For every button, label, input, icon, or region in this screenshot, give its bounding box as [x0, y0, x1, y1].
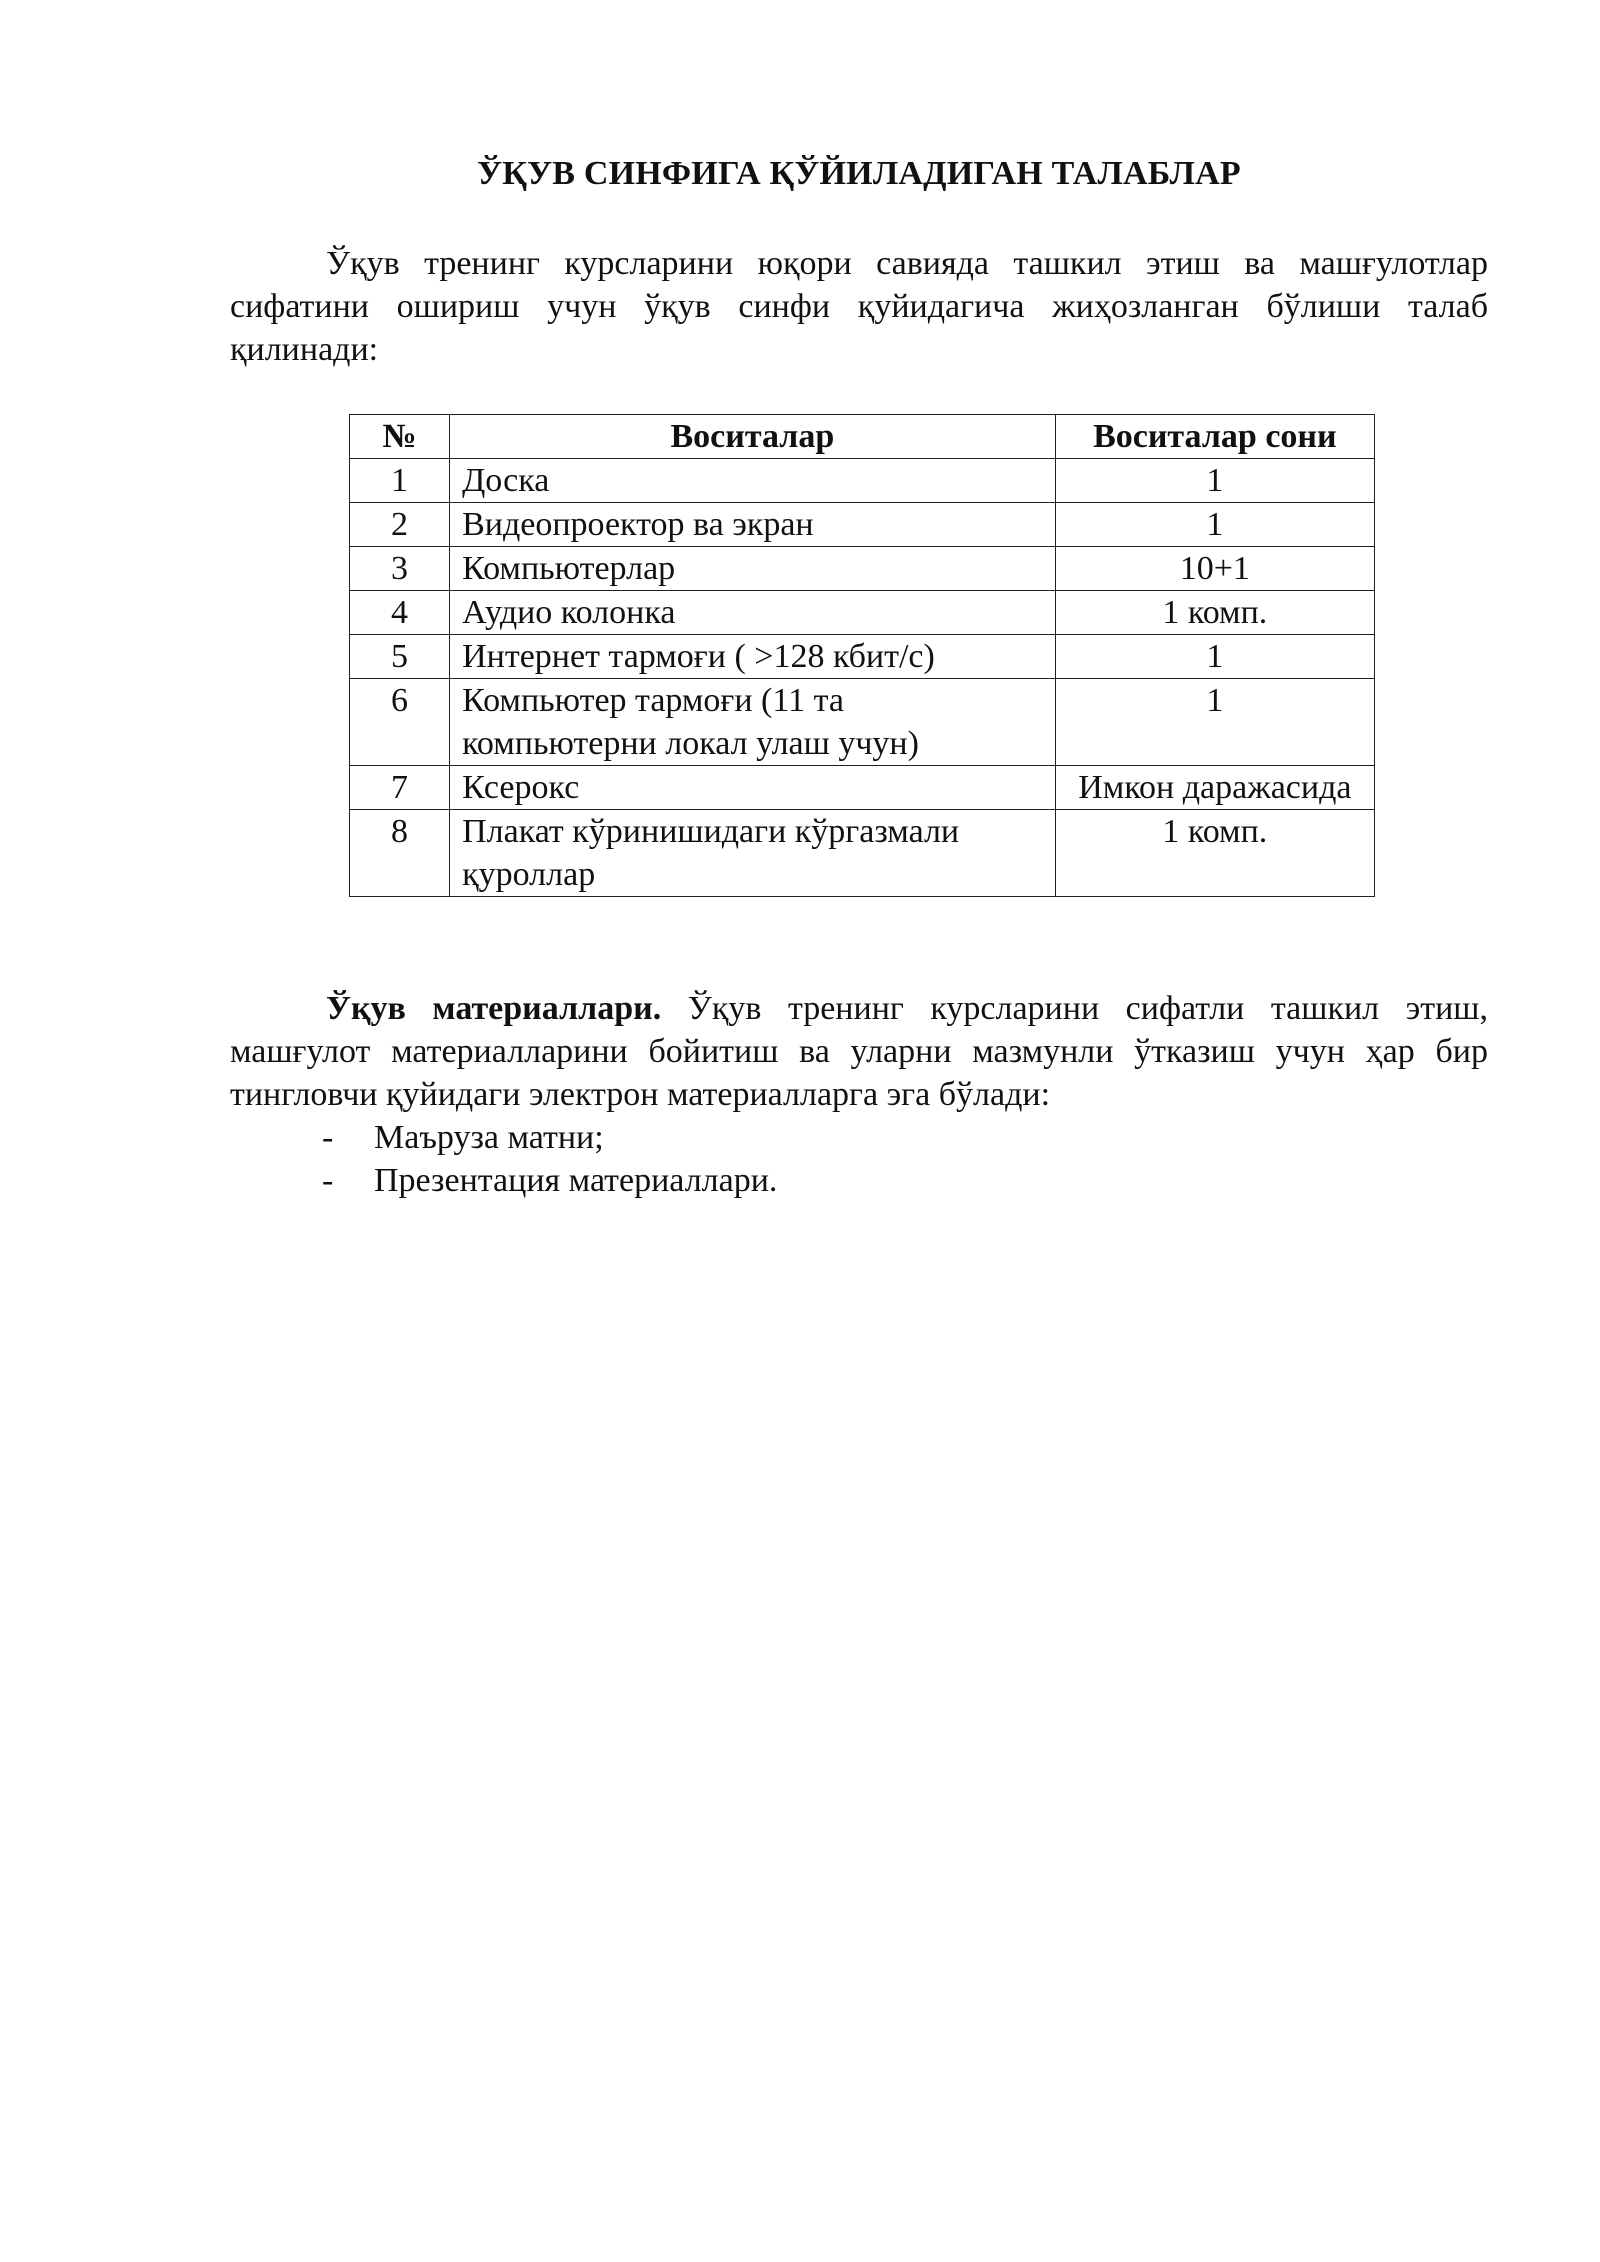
row-count: 1: [1055, 503, 1374, 547]
row-count: Имкон даражасида: [1055, 766, 1374, 810]
row-name: Плакат кўринишидаги кўргазмали қуроллар: [450, 810, 1056, 897]
table-row: [350, 635, 1375, 679]
row-count: 1: [1055, 679, 1374, 766]
table-row: [350, 810, 1375, 897]
dash-bullet: -: [322, 1162, 334, 1199]
row-num: 5: [350, 635, 450, 679]
table-row: [350, 503, 1375, 547]
row-count: 1: [1055, 635, 1374, 679]
page-title: ЎҚУВ СИНФИГА ҚЎЙИЛАДИГАН ТАЛАБЛАР: [477, 155, 1241, 192]
table-row: [350, 679, 1375, 766]
list-item: [322, 1159, 777, 1202]
row-num: 2: [350, 503, 450, 547]
list-item: [322, 1116, 777, 1159]
row-name: Компьютер тармоғи (11 та компьютерни локал улаш учун): [450, 679, 1056, 766]
header-count: Воситалар сони: [1055, 415, 1374, 459]
row-count: 1 комп.: [1055, 810, 1374, 897]
row-num: 6: [350, 679, 450, 766]
materials-list: [322, 1116, 777, 1202]
materials-heading: Ўқув материаллари.: [326, 990, 662, 1027]
list-item-text: Маъруза матни;: [374, 1119, 604, 1156]
dash-bullet: -: [322, 1119, 334, 1156]
row-name: Интернет тармоғи ( >128 кбит/с): [450, 635, 1056, 679]
row-name: Видеопроектор ва экран: [450, 503, 1056, 547]
row-name: Компьютерлар: [450, 547, 1056, 591]
intro-paragraph: Ўқув тренинг курсларини юқори савияда ташкил этиш ва машғулотлар сифатини ошириш учун ўқув синфи қуйидагича жиҳозланган бўлиши талаб қилинади:: [230, 245, 1488, 368]
row-name: Ксерокс: [450, 766, 1056, 810]
list-item-text: Презентация материаллари.: [374, 1162, 778, 1199]
row-count: 1 комп.: [1055, 591, 1374, 635]
row-num: 8: [350, 810, 450, 897]
row-count: 1: [1055, 459, 1374, 503]
table-row: [350, 459, 1375, 503]
table-header-row: [350, 415, 1375, 459]
row-name: Аудио колонка: [450, 591, 1056, 635]
materials-text: Ўқув тренинг курсларини сифатли ташкил этиш, машғулот материалларини бойитиш ва уларни мазмунли ўтказиш учун ҳар бир тингловчи қуйидаги электрон материалларга эга бўлади:: [230, 990, 1488, 1113]
table-row: [350, 547, 1375, 591]
row-num: 7: [350, 766, 450, 810]
materials-paragraph: [230, 987, 1488, 1116]
row-num: 3: [350, 547, 450, 591]
row-name: Доска: [450, 459, 1056, 503]
table-row: [350, 591, 1375, 635]
row-count: 10+1: [1055, 547, 1374, 591]
row-num: 4: [350, 591, 450, 635]
header-num: №: [350, 415, 450, 459]
row-num: 1: [350, 459, 450, 503]
header-name: Воситалар: [450, 415, 1056, 459]
table-row: [350, 766, 1375, 810]
equipment-table: [349, 414, 1375, 897]
